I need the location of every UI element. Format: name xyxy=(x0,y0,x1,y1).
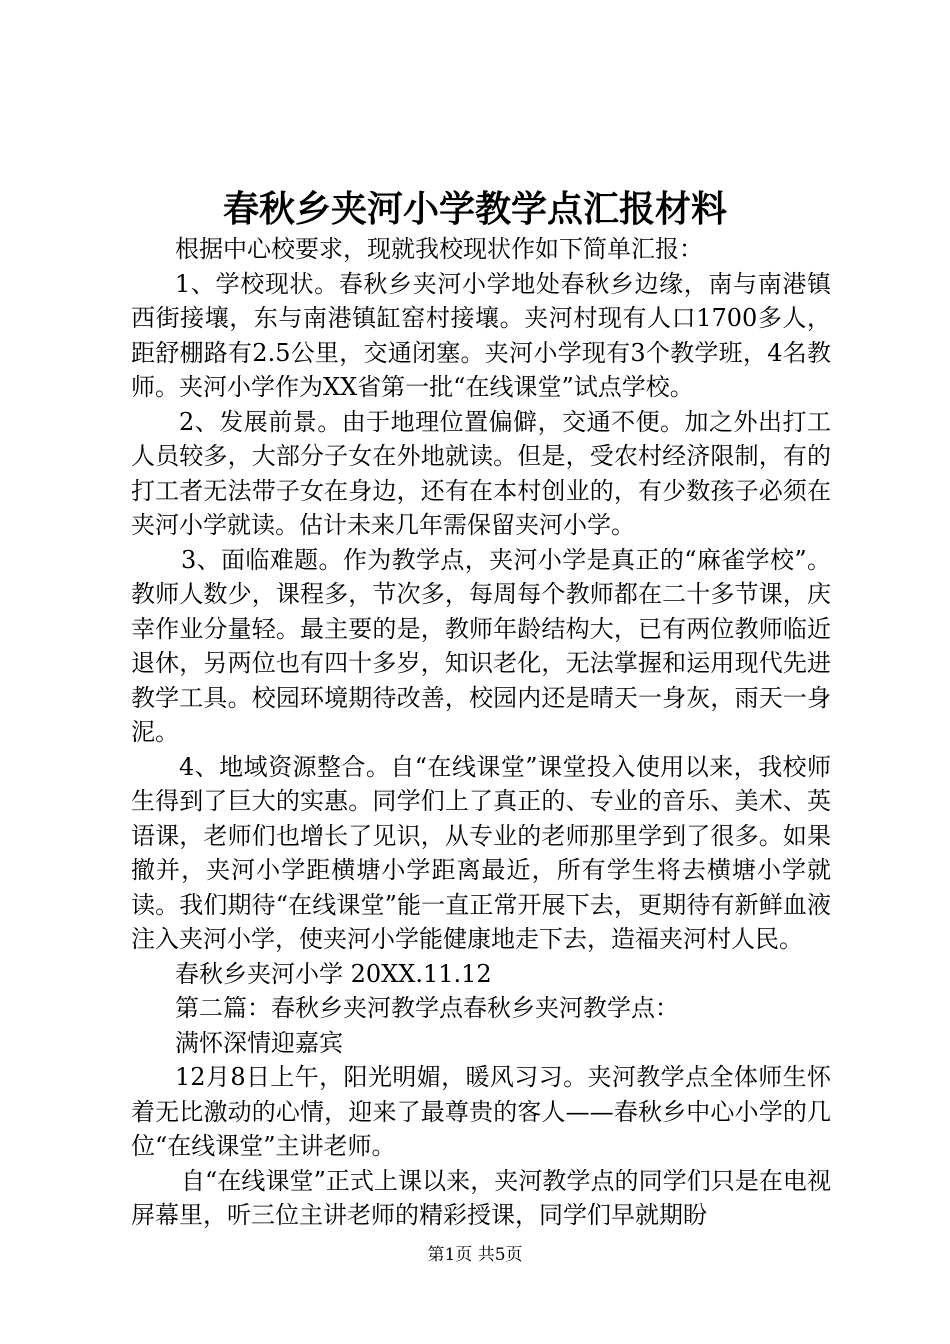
paragraph-difficulties: 3、面临难题。作为教学点，夹河小学是真正的“麻雀学校”。教师人数少，课程多，节次多，每周每个教师都在二十多节课，庆幸作业分量轻。最主要的是，教师年龄结构大，已有两位教师临近退休，另两位也有四十多岁，知识老化，无法掌握和运用现代先进教学工具。校园环境期待改善，校园内还是晴天一身灰，雨天一身泥。 xyxy=(131,545,831,746)
document-body xyxy=(131,232,831,1233)
document-title: 春秋乡夹河小学教学点汇报材料 xyxy=(222,188,727,230)
paragraph-second-article-heading: 第二篇：春秋乡夹河教学点春秋乡夹河教学点： xyxy=(175,994,679,1022)
paragraph-signature: 春秋乡夹河小学 20XX.11.12 xyxy=(175,959,492,988)
page-footer: 第1页 共5页 xyxy=(427,1245,523,1265)
paragraph-development-prospects: 2、发展前景。由于地理位置偏僻，交通不便。加之外出打工人员较多，大部分子女在外地就读。但是，受农村经济限制，有的打工者无法带子女在身边，还有在本村创业的，有少数孩子必须在夹河小学就读。估计未来几年需保留夹河小学。 xyxy=(131,407,831,539)
paragraph-resource-integration: 4、地域资源整合。自“在线课堂”课堂投入使用以来，我校师生得到了巨大的实惠。同学们上了真正的、专业的音乐、美术、英语课，老师们也增长了见识，从专业的老师那里学到了很多。如果撤并，夹河小学距横塘小学距离最近，所有学生将去横塘小学就读。我们期待“在线课堂”能一直正常开展下去，更期待有新鲜血液注入夹河小学，使夹河小学能健康地走下去，造福夹河村人民。 xyxy=(131,752,831,953)
paragraph-online-classroom: 自“在线课堂”正式上课以来，夹河教学点的同学们只是在电视屏幕里，听三位主讲老师的精彩授课，同学们早就期盼 xyxy=(131,1166,831,1229)
paragraph-december-visit: 12月8日上午，阳光明媚，暖风习习。夹河教学点全体师生怀着无比激动的心情，迎来了最尊贵的客人——春秋乡中心小学的几位“在线课堂”主讲老师。 xyxy=(131,1063,831,1160)
paragraph-intro: 根据中心校要求，现就我校现状作如下简单汇报： xyxy=(175,235,703,263)
paragraph-subheading: 满怀深情迎嘉宾 xyxy=(175,1028,343,1057)
paragraph-school-status: 1、学校现状。春秋乡夹河小学地处春秋乡边缘，南与南港镇西街接壤，东与南港镇缸窑村接壤。夹河村现有人口1700多人，距舒棚路有2.5公里，交通闭塞。夹河小学现有3个教学班，4名教师。夹河小学作为XX省第一批“在线课堂”试点学校。 xyxy=(131,269,831,401)
